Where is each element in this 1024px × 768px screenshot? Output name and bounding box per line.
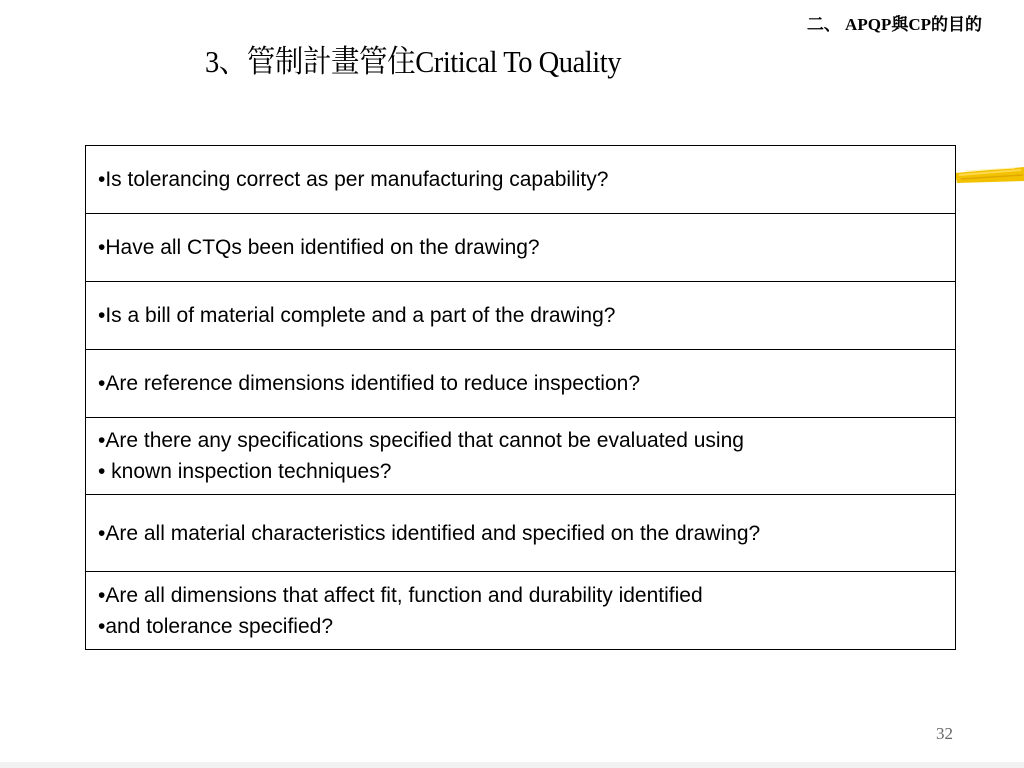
- checklist-item-text: •Have all CTQs been identified on the drawing?: [98, 236, 540, 259]
- checklist-item-text: •and tolerance specified?: [98, 614, 334, 638]
- checklist-row: [86, 350, 955, 418]
- section-label: 二、 APQP與CP的目的: [806, 15, 982, 34]
- checklist-item-text: •Are reference dimensions identified to reduce inspection?: [98, 372, 641, 395]
- checklist-row: [86, 418, 955, 495]
- checklist-item-text: •Are there any specifications specified that cannot be evaluated using: [98, 429, 744, 452]
- slide-title: 3、管制計畫管住Critical To Quality: [205, 44, 621, 79]
- checklist-row: [86, 572, 955, 649]
- checklist-item-text: •Is tolerancing correct as per manufacturing capability?: [98, 168, 609, 191]
- checklist-item-text: •Is a bill of material complete and a part of the drawing?: [98, 304, 616, 327]
- page-number: 32: [936, 724, 953, 743]
- checklist-row: [86, 495, 955, 572]
- checklist-row: [86, 282, 955, 350]
- checklist-item-text: • known inspection techniques?: [98, 460, 392, 483]
- yellow-brush-stroke-icon: [955, 163, 1024, 185]
- checklist-item-text: •Are all dimensions that affect fit, function and durability identified: [98, 583, 703, 607]
- ctq-checklist-table: [85, 145, 956, 650]
- checklist-item-text: •Are all material characteristics identified and specified on the drawing?: [98, 521, 761, 545]
- footer-band: [0, 762, 1024, 768]
- checklist-row: [86, 214, 955, 282]
- checklist-row: [86, 146, 955, 214]
